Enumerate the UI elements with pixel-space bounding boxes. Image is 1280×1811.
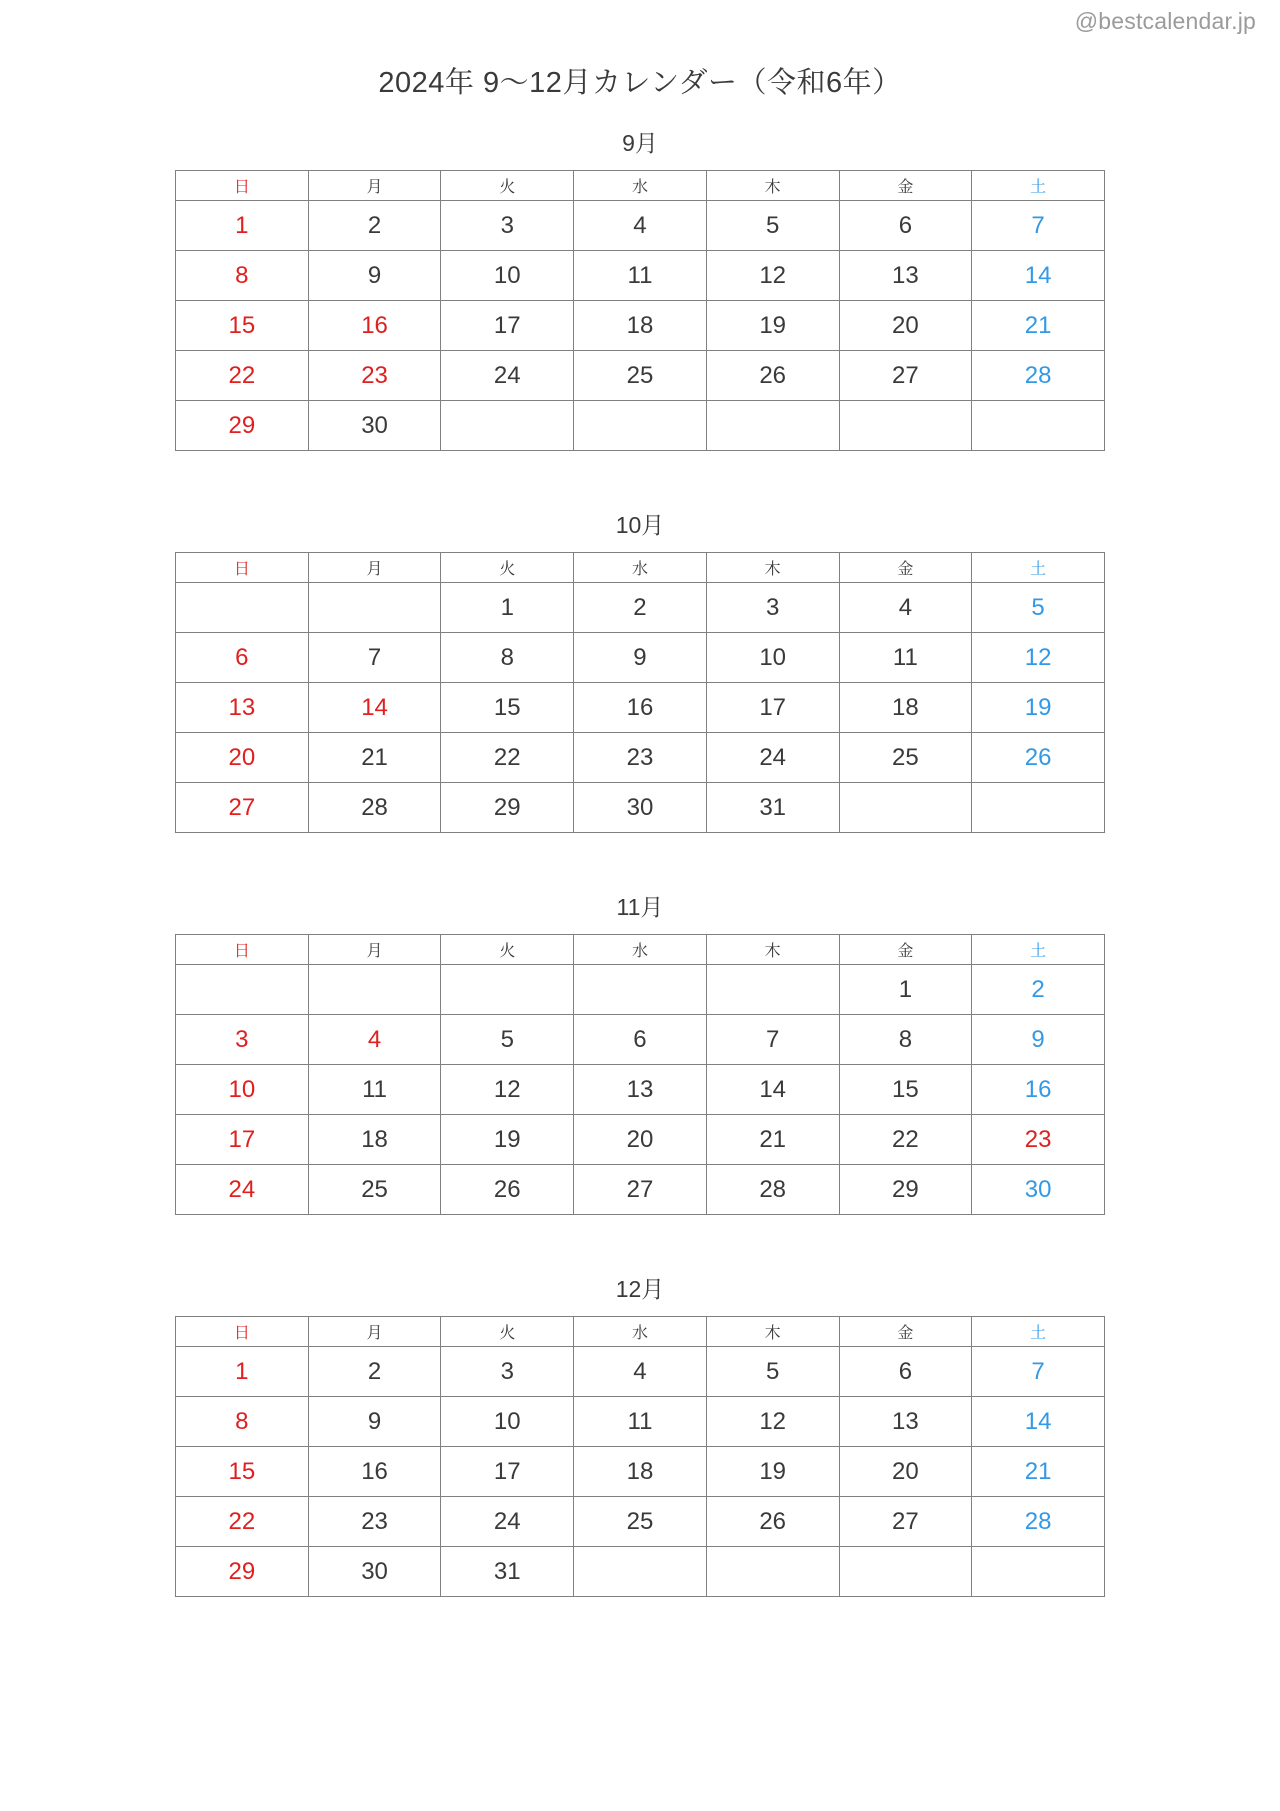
calendar-body xyxy=(176,965,1105,1215)
calendar-day-cell[interactable]: 22 xyxy=(176,1497,309,1547)
calendar-day-cell[interactable]: 22 xyxy=(441,733,574,783)
weekday-header-tue: 火 xyxy=(441,935,574,965)
calendar-day-cell[interactable]: 24 xyxy=(441,1497,574,1547)
calendar-week-row xyxy=(176,301,1105,351)
calendar-day-cell[interactable]: 28 xyxy=(972,1497,1105,1547)
calendar-day-cell[interactable]: 19 xyxy=(441,1115,574,1165)
weekday-header-thu: 木 xyxy=(706,171,839,201)
calendar-day-cell[interactable]: 3 xyxy=(176,1015,309,1065)
calendar-week-row xyxy=(176,783,1105,833)
calendar-day-cell[interactable]: 2 xyxy=(972,965,1105,1015)
calendar-day-cell[interactable]: 16 xyxy=(574,683,707,733)
calendar-empty-cell xyxy=(574,401,707,451)
weekday-header-sat: 土 xyxy=(972,553,1105,583)
calendar-day-cell[interactable]: 17 xyxy=(176,1115,309,1165)
weekday-header-sun: 日 xyxy=(176,171,309,201)
calendar-day-cell[interactable]: 20 xyxy=(839,301,972,351)
calendar-empty-cell xyxy=(972,401,1105,451)
calendar-day-cell[interactable]: 4 xyxy=(574,1347,707,1397)
weekday-header-sat: 土 xyxy=(972,935,1105,965)
calendar-day-cell[interactable]: 3 xyxy=(441,1347,574,1397)
calendar-empty-cell xyxy=(308,965,441,1015)
weekday-header-mon: 月 xyxy=(308,171,441,201)
calendar-day-cell[interactable]: 21 xyxy=(972,1447,1105,1497)
calendar-week-row xyxy=(176,965,1105,1015)
page-title: 2024年 9〜12月カレンダー（令和6年） xyxy=(378,67,902,99)
calendar-day-cell[interactable]: 27 xyxy=(176,783,309,833)
calendar-empty-cell xyxy=(574,965,707,1015)
month-label: 12月 xyxy=(615,1276,665,1302)
calendar-day-cell[interactable]: 1 xyxy=(441,583,574,633)
calendar-day-cell[interactable]: 26 xyxy=(706,1497,839,1547)
weekday-header-wed: 水 xyxy=(574,553,707,583)
month-block-september xyxy=(0,119,1280,451)
calendar-day-cell[interactable]: 21 xyxy=(706,1115,839,1165)
calendar-day-cell[interactable]: 1 xyxy=(176,201,309,251)
calendar-week-row xyxy=(176,201,1105,251)
calendar-day-cell[interactable]: 12 xyxy=(972,633,1105,683)
calendar-table-october xyxy=(175,552,1105,833)
calendar-week-row xyxy=(176,583,1105,633)
weekday-header-wed: 水 xyxy=(574,1317,707,1347)
calendar-empty-cell xyxy=(441,965,574,1015)
weekday-header-row xyxy=(176,553,1105,583)
calendar-day-cell[interactable]: 15 xyxy=(176,1447,309,1497)
calendar-body xyxy=(176,583,1105,833)
weekday-header-sat: 土 xyxy=(972,171,1105,201)
calendar-day-cell[interactable]: 28 xyxy=(308,783,441,833)
calendar-day-cell[interactable]: 2 xyxy=(574,583,707,633)
calendar-day-cell[interactable]: 1 xyxy=(839,965,972,1015)
calendar-day-cell[interactable]: 15 xyxy=(176,301,309,351)
calendar-day-cell[interactable]: 22 xyxy=(176,351,309,401)
calendar-empty-cell xyxy=(176,583,309,633)
weekday-header-fri: 金 xyxy=(839,1317,972,1347)
calendar-day-cell[interactable]: 12 xyxy=(441,1065,574,1115)
month-block-november xyxy=(0,883,1280,1215)
calendar-day-cell[interactable]: 16 xyxy=(972,1065,1105,1115)
calendar-week-row xyxy=(176,351,1105,401)
weekday-header-thu: 木 xyxy=(706,553,839,583)
calendar-day-cell[interactable]: 20 xyxy=(176,733,309,783)
calendar-day-cell[interactable]: 17 xyxy=(706,683,839,733)
calendar-empty-cell xyxy=(308,583,441,633)
calendar-day-cell[interactable]: 30 xyxy=(574,783,707,833)
weekday-header-sun: 日 xyxy=(176,553,309,583)
calendar-day-cell[interactable]: 26 xyxy=(441,1165,574,1215)
calendar-empty-cell xyxy=(176,965,309,1015)
calendar-empty-cell xyxy=(706,401,839,451)
calendar-day-cell[interactable]: 7 xyxy=(972,201,1105,251)
calendar-day-cell[interactable]: 7 xyxy=(308,633,441,683)
month-spacer xyxy=(0,1215,1280,1265)
calendar-empty-cell xyxy=(706,1547,839,1597)
calendar-day-cell[interactable]: 24 xyxy=(176,1165,309,1215)
weekday-header-fri: 金 xyxy=(839,935,972,965)
month-spacer xyxy=(0,451,1280,501)
calendar-week-row xyxy=(176,1447,1105,1497)
calendar-day-cell[interactable]: 3 xyxy=(706,583,839,633)
calendar-day-cell[interactable]: 30 xyxy=(308,401,441,451)
calendar-empty-cell xyxy=(574,1547,707,1597)
weekday-header-mon: 月 xyxy=(308,1317,441,1347)
weekday-header-sun: 日 xyxy=(176,1317,309,1347)
calendar-day-cell[interactable]: 14 xyxy=(706,1065,839,1115)
calendar-empty-cell xyxy=(706,965,839,1015)
calendar-day-cell[interactable]: 6 xyxy=(839,201,972,251)
calendar-day-cell[interactable]: 14 xyxy=(972,1397,1105,1447)
calendar-day-cell[interactable]: 4 xyxy=(574,201,707,251)
calendar-day-cell[interactable]: 4 xyxy=(839,583,972,633)
calendar-day-cell[interactable]: 9 xyxy=(574,633,707,683)
calendar-day-cell[interactable]: 13 xyxy=(839,1397,972,1447)
calendar-empty-cell xyxy=(839,401,972,451)
site-watermark: @bestcalendar.jp xyxy=(1074,8,1256,34)
weekday-header-tue: 火 xyxy=(441,171,574,201)
calendar-day-cell[interactable]: 10 xyxy=(706,633,839,683)
calendar-day-cell[interactable]: 29 xyxy=(839,1165,972,1215)
calendar-day-cell[interactable]: 31 xyxy=(706,783,839,833)
calendar-day-cell[interactable]: 25 xyxy=(574,1497,707,1547)
calendar-day-cell[interactable]: 21 xyxy=(308,733,441,783)
calendar-day-cell[interactable]: 21 xyxy=(972,301,1105,351)
calendar-day-cell[interactable]: 23 xyxy=(574,733,707,783)
weekday-header-tue: 火 xyxy=(441,553,574,583)
calendar-day-cell[interactable]: 13 xyxy=(839,251,972,301)
calendar-months-container xyxy=(0,119,1280,1597)
month-block-october xyxy=(0,501,1280,833)
month-block-december xyxy=(0,1265,1280,1597)
calendar-empty-cell xyxy=(972,783,1105,833)
calendar-week-row xyxy=(176,1347,1105,1397)
calendar-day-cell[interactable]: 13 xyxy=(574,1065,707,1115)
calendar-day-cell[interactable]: 8 xyxy=(839,1015,972,1065)
calendar-empty-cell xyxy=(839,783,972,833)
calendar-day-cell[interactable]: 8 xyxy=(176,1397,309,1447)
calendar-day-cell[interactable]: 5 xyxy=(441,1015,574,1065)
weekday-header-wed: 水 xyxy=(574,171,707,201)
calendar-day-cell[interactable]: 7 xyxy=(706,1015,839,1065)
calendar-day-cell[interactable]: 18 xyxy=(839,683,972,733)
weekday-header-row xyxy=(176,1317,1105,1347)
calendar-day-cell[interactable]: 19 xyxy=(706,301,839,351)
calendar-day-cell[interactable]: 31 xyxy=(441,1547,574,1597)
calendar-week-row xyxy=(176,401,1105,451)
calendar-day-cell[interactable]: 11 xyxy=(574,1397,707,1447)
calendar-day-cell[interactable]: 28 xyxy=(706,1165,839,1215)
month-label: 10月 xyxy=(615,512,665,538)
calendar-day-cell[interactable]: 27 xyxy=(574,1165,707,1215)
calendar-day-cell[interactable]: 4 xyxy=(308,1015,441,1065)
calendar-empty-cell xyxy=(972,1547,1105,1597)
calendar-day-cell[interactable]: 7 xyxy=(972,1347,1105,1397)
weekday-header-fri: 金 xyxy=(839,553,972,583)
calendar-day-cell[interactable]: 24 xyxy=(706,733,839,783)
month-label: 9月 xyxy=(622,130,658,156)
calendar-day-cell[interactable]: 30 xyxy=(308,1547,441,1597)
calendar-day-cell[interactable]: 14 xyxy=(972,251,1105,301)
calendar-day-cell[interactable]: 16 xyxy=(308,1447,441,1497)
calendar-day-cell[interactable]: 10 xyxy=(441,251,574,301)
calendar-table-december xyxy=(175,1316,1105,1597)
calendar-day-cell[interactable]: 30 xyxy=(972,1165,1105,1215)
calendar-day-cell[interactable]: 25 xyxy=(574,351,707,401)
weekday-header-mon: 月 xyxy=(308,553,441,583)
calendar-day-cell[interactable]: 18 xyxy=(308,1115,441,1165)
calendar-week-row xyxy=(176,1015,1105,1065)
calendar-day-cell[interactable]: 16 xyxy=(308,301,441,351)
calendar-empty-cell xyxy=(441,401,574,451)
calendar-day-cell[interactable]: 11 xyxy=(839,633,972,683)
calendar-day-cell[interactable]: 5 xyxy=(706,201,839,251)
calendar-day-cell[interactable]: 17 xyxy=(441,301,574,351)
calendar-week-row xyxy=(176,251,1105,301)
calendar-day-cell[interactable]: 6 xyxy=(839,1347,972,1397)
calendar-day-cell[interactable]: 17 xyxy=(441,1447,574,1497)
calendar-day-cell[interactable]: 9 xyxy=(972,1015,1105,1065)
calendar-day-cell[interactable]: 2 xyxy=(308,1347,441,1397)
weekday-header-mon: 月 xyxy=(308,935,441,965)
weekday-header-sun: 日 xyxy=(176,935,309,965)
calendar-day-cell[interactable]: 20 xyxy=(574,1115,707,1165)
calendar-day-cell[interactable]: 5 xyxy=(972,583,1105,633)
calendar-day-cell[interactable]: 25 xyxy=(839,733,972,783)
calendar-day-cell[interactable]: 8 xyxy=(176,251,309,301)
calendar-table-november xyxy=(175,934,1105,1215)
weekday-header-thu: 木 xyxy=(706,1317,839,1347)
calendar-day-cell[interactable]: 20 xyxy=(839,1447,972,1497)
calendar-day-cell[interactable]: 14 xyxy=(308,683,441,733)
calendar-day-cell[interactable]: 28 xyxy=(972,351,1105,401)
calendar-day-cell[interactable]: 19 xyxy=(972,683,1105,733)
calendar-day-cell[interactable]: 2 xyxy=(308,201,441,251)
calendar-week-row xyxy=(176,683,1105,733)
calendar-day-cell[interactable]: 10 xyxy=(441,1397,574,1447)
calendar-day-cell[interactable]: 24 xyxy=(441,351,574,401)
calendar-day-cell[interactable]: 22 xyxy=(839,1115,972,1165)
calendar-day-cell[interactable]: 6 xyxy=(574,1015,707,1065)
weekday-header-row xyxy=(176,935,1105,965)
weekday-header-sat: 土 xyxy=(972,1317,1105,1347)
calendar-day-cell[interactable]: 29 xyxy=(441,783,574,833)
calendar-week-row xyxy=(176,1165,1105,1215)
calendar-empty-cell xyxy=(839,1547,972,1597)
calendar-day-cell[interactable]: 12 xyxy=(706,251,839,301)
weekday-header-wed: 水 xyxy=(574,935,707,965)
calendar-day-cell[interactable]: 1 xyxy=(176,1347,309,1397)
calendar-day-cell[interactable]: 29 xyxy=(176,1547,309,1597)
calendar-day-cell[interactable]: 12 xyxy=(706,1397,839,1447)
calendar-week-row xyxy=(176,633,1105,683)
calendar-week-row xyxy=(176,1497,1105,1547)
calendar-day-cell[interactable]: 18 xyxy=(574,301,707,351)
calendar-week-row xyxy=(176,1547,1105,1597)
calendar-day-cell[interactable]: 8 xyxy=(441,633,574,683)
calendar-week-row xyxy=(176,1115,1105,1165)
calendar-day-cell[interactable]: 15 xyxy=(839,1065,972,1115)
calendar-day-cell[interactable]: 23 xyxy=(308,1497,441,1547)
calendar-day-cell[interactable]: 27 xyxy=(839,351,972,401)
calendar-week-row xyxy=(176,1397,1105,1447)
calendar-day-cell[interactable]: 19 xyxy=(706,1447,839,1497)
calendar-body xyxy=(176,201,1105,451)
calendar-day-cell[interactable]: 15 xyxy=(441,683,574,733)
calendar-day-cell[interactable]: 9 xyxy=(308,251,441,301)
calendar-day-cell[interactable]: 13 xyxy=(176,683,309,733)
weekday-header-row xyxy=(176,171,1105,201)
calendar-day-cell[interactable]: 23 xyxy=(308,351,441,401)
calendar-day-cell[interactable]: 26 xyxy=(706,351,839,401)
calendar-day-cell[interactable]: 9 xyxy=(308,1397,441,1447)
calendar-day-cell[interactable]: 29 xyxy=(176,401,309,451)
weekday-header-fri: 金 xyxy=(839,171,972,201)
calendar-day-cell[interactable]: 11 xyxy=(574,251,707,301)
calendar-day-cell[interactable]: 3 xyxy=(441,201,574,251)
calendar-day-cell[interactable]: 5 xyxy=(706,1347,839,1397)
calendar-day-cell[interactable]: 26 xyxy=(972,733,1105,783)
calendar-day-cell[interactable]: 6 xyxy=(176,633,309,683)
month-spacer xyxy=(0,833,1280,883)
calendar-day-cell[interactable]: 25 xyxy=(308,1165,441,1215)
calendar-day-cell[interactable]: 10 xyxy=(176,1065,309,1115)
calendar-table-september xyxy=(175,170,1105,451)
month-label: 11月 xyxy=(616,894,664,920)
calendar-body xyxy=(176,1347,1105,1597)
weekday-header-tue: 火 xyxy=(441,1317,574,1347)
weekday-header-thu: 木 xyxy=(706,935,839,965)
calendar-day-cell[interactable]: 11 xyxy=(308,1065,441,1115)
calendar-day-cell[interactable]: 18 xyxy=(574,1447,707,1497)
calendar-day-cell[interactable]: 27 xyxy=(839,1497,972,1547)
calendar-week-row xyxy=(176,1065,1105,1115)
calendar-week-row xyxy=(176,733,1105,783)
calendar-day-cell[interactable]: 23 xyxy=(972,1115,1105,1165)
